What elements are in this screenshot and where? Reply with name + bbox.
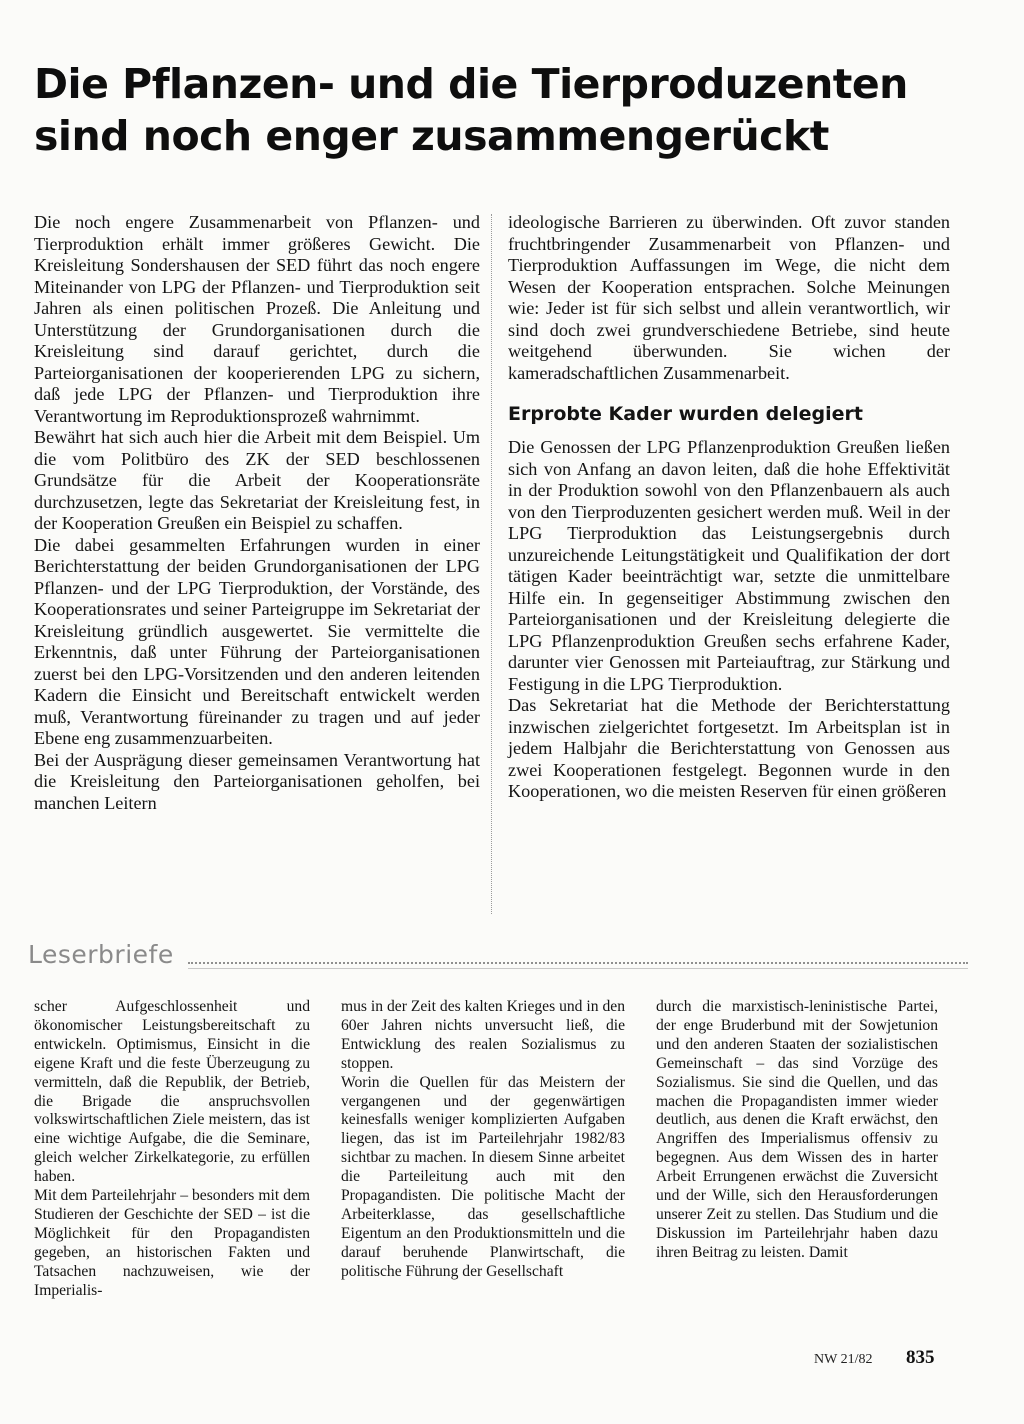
issue-reference: NW 21/82 [814, 1352, 873, 1367]
article-paragraph: Die noch engere Zusammenarbeit von Pflanzen- und Tierproduktion erhält immer größeres Gewicht. Die Kreisleitung Sondershausen der SED führt das noch engere Miteinander von LPG der Pflanzen- und Tierproduktion seit Jahren als einen politischen Prozeß. Die Anleitung und Unterstützung der Grundorganisationen durch die Kreisleitung sind darauf gerichtet, durch die Parteiorganisationen der kooperierenden LPG zu sichern, daß jede LPG der Pflanzen- und Tierproduktion ihre Verantwortung im Reproduktionsprozeß wahrnimmt. [34, 212, 480, 426]
page-title [34, 58, 994, 162]
article-paragraph: Die dabei gesammelten Erfahrungen wurden in einer Berichterstattung der beiden Grundorganisationen der LPG Pflanzen- und der LPG Tierproduktion, der Vorstände, des Kooperationsrates und seiner Parteigruppe im Sekretariat der Kreisleitung gründlich ausgewertet. Sie vermittelte die Erkenntnis, daß unter Führung der Parteiorganisationen zuerst bei den LPG-Vorsitzenden und den anderen leitenden Kadern die Einsicht und Bereitschaft entwickelt werden muß, Verantwortung füreinander zu tragen und auf jeder Ebene eng zusammenzuarbeiten. [34, 534, 480, 748]
letters-column-3 [656, 998, 938, 1263]
letters-column-2 [341, 998, 625, 1282]
article-subheading: Erprobte Kader wurden delegiert [508, 403, 863, 425]
section-rule [188, 962, 968, 969]
headline-line-1: Die Pflanzen- und die Tierproduzenten [34, 60, 908, 108]
letters-paragraph: scher Aufgeschlossenheit und ökonomischer Leistungsbereitschaft zu entwickeln. Optimismus, Einsicht in die eigene Kraft und die feste Überzeugung zu vermitteln, daß die Republik, der Betrieb, die Brigade die anspruchsvollen volkswirtschaftlichen Ziele meistern, das ist eine wichtige Aufgabe, die die Seminare, gleich welcher Zirkelkategorie, zu erfüllen haben. [34, 998, 310, 1186]
letters-paragraph: mus in der Zeit des kalten Krieges und in den 60er Jahren nichts unversucht ließ, die Entwicklung des realen Sozialismus zu stoppen. [341, 998, 625, 1072]
article-paragraph: ideologische Barrieren zu überwinden. Oft zuvor standen fruchtbringender Zusammenarbeit von Pflanzen- und Tierproduktion Auffassungen im Wege, die nicht dem Wesen der Kooperation entsprachen. Solche Meinungen wie: Jeder ist für sich selbst und allein verantwortlich, wir sind doch zwei grundverschiedene Betriebe, sind heute weitgehend überwunden. Sie wichen der kameradschaftlichen Zusammenarbeit. [508, 212, 950, 383]
article-paragraph: Bewährt hat sich auch hier die Arbeit mit dem Beispiel. Um die vom Politbüro des ZK der SED beschlossenen Grundsätze für die Arbeit der Kooperationsräte durchzusetzen, legte das Sekretariat der Kreisleitung fest, in der Kooperation Greußen ein Beispiel zu schaffen. [34, 427, 480, 533]
section-label-leserbriefe: Leserbriefe [28, 940, 174, 969]
letters-paragraph: Mit dem Parteilehrjahr – besonders mit dem Studieren der Geschichte der SED – ist die Möglichkeit für den Propagandisten gegeben, an historischen Fakten und Tatsachen nachzuweisen, wie der Imperialis- [34, 1187, 310, 1299]
article-paragraph: Die Genossen der LPG Pflanzenproduktion Greußen ließen sich von Anfang an davon leiten, daß die hohe Effektivität in der Produktion sowohl von den Pflanzenbauern als auch von den Tierproduzenten gesichert werden muß. Weil in der LPG Tierproduktion das Leistungsergebnis durch unzureichende Leitungstätigkeit und Qualifikation der dort tätigen Kader beeinträchtigt war, setzte die unmittelbare Hilfe ein. In gegenseitiger Abstimmung zwischen den Parteiorganisationen und der Kreisleitung delegierte die LPG Pflanzenproduktion Greußen sechs erfahrene Kader, darunter vier Genossen mit Parteiauftrag, zur Stärkung und Festigung in die LPG Tierproduktion. [508, 437, 950, 694]
article-paragraph: Bei der Ausprägung dieser gemeinsamen Verantwortung hat die Kreisleitung den Parteiorganisationen geholfen, bei manchen Leitern [34, 749, 480, 813]
letters-column-1 [34, 998, 310, 1301]
article-column-1 [34, 212, 480, 814]
letters-paragraph: Worin die Quellen für das Meistern der vergangenen und der gegenwärtigen keinesfalls weniger komplizierten Aufgaben liegen, das ist im Parteilehrjahr 1982/83 sichtbar zu machen. In diesem Sinne arbeitet die Parteileitung auch mit den Propagandisten. Die politische Macht der Arbeiterklasse, das gesellschaftliche Eigentum an den Produktionsmitteln und die darauf beruhende Planwirtschaft, die politische Führung der Gesellschaft [341, 1073, 625, 1280]
letters-paragraph: durch die marxistisch-leninistische Partei, der enge Bruderbund mit der Sowjetunion und den anderen Staaten der sozialistischen Gemeinschaft – das sind Vorzüge des Sozialismus. Sie sind die Quellen, und das machen die Propagandisten immer wieder deutlich, aus denen die Kraft erwächst, den Angriffen des Imperialismus offensiv zu begegnen. Aus dem Wissen des in harter Arbeit Errungenen erwächst die Zuversicht und der Wille, sich den Herausforderungen unserer Zeit zu stellen. Das Studium und die Diskussion im Parteilehrjahr haben dazu ihren Beitrag zu leisten. Damit [656, 998, 938, 1261]
article-paragraph: Das Sekretariat hat die Methode der Berichterstattung inzwischen zielgerichtet fortgesetzt. Im Arbeitsplan ist in jedem Halbjahr die Berichterstattung von Genossen aus zwei Kooperationen festgelegt. Begonnen wurde in den Kooperationen, wo die meisten Reserven für einen größeren [508, 695, 950, 801]
page-number: 835 [906, 1347, 935, 1368]
column-divider [491, 214, 492, 914]
article-column-2 [508, 212, 950, 803]
headline-line-2: sind noch enger zusammengerückt [34, 112, 829, 160]
